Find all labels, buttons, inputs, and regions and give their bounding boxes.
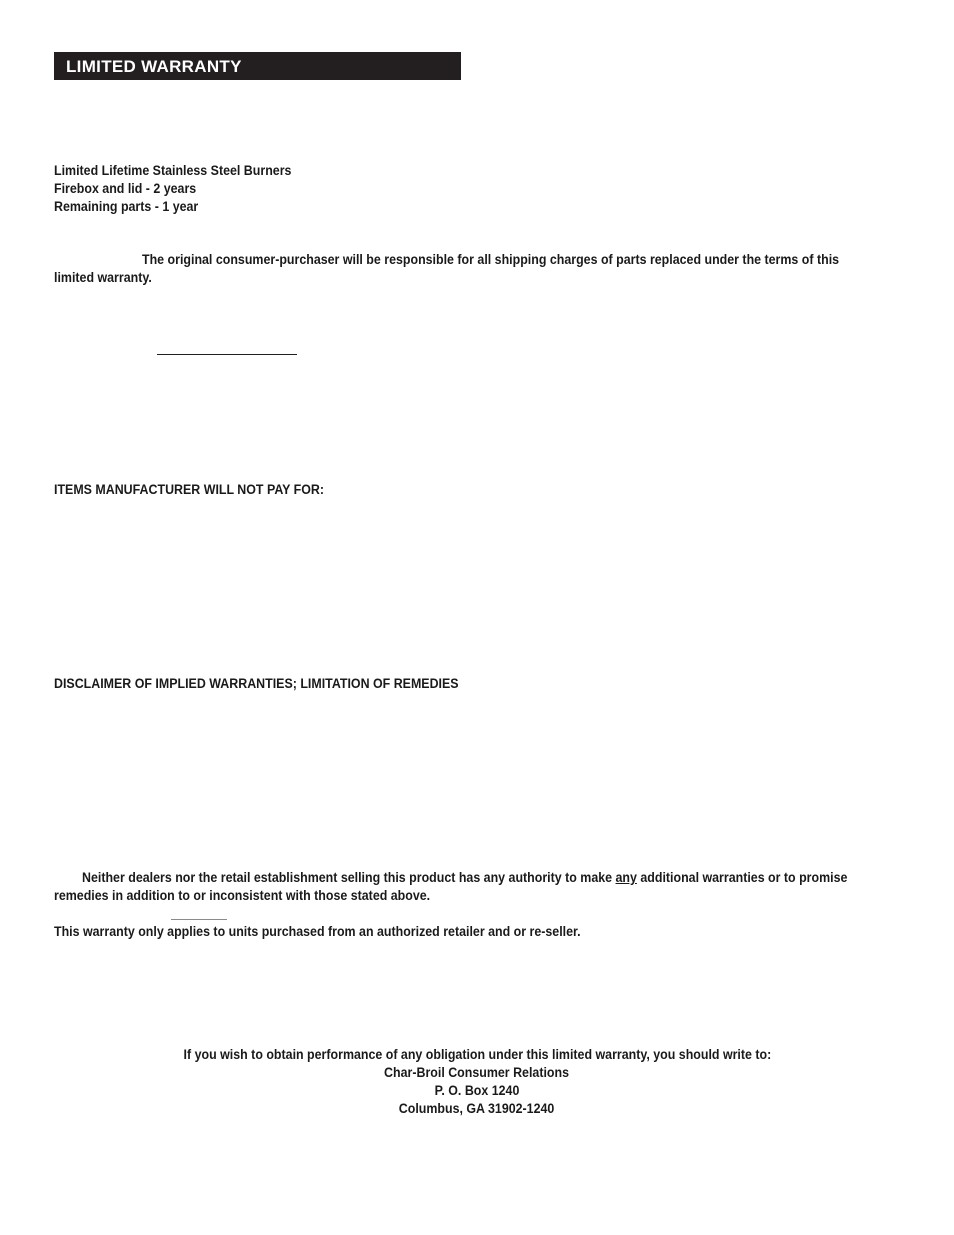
authority-text-part1: Neither dealers nor the retail establishment selling this product has any authority to make [82, 870, 616, 885]
contact-intro-text: If you wish to obtain performance of any obligation under this limited warranty, you should write to: [183, 1047, 771, 1062]
contact-intro [0, 1046, 954, 1064]
contact-po-box [0, 1082, 954, 1100]
section-heading-items-not-paid: ITEMS MANUFACTURER WILL NOT PAY FOR: [54, 482, 325, 497]
contact-city [0, 1100, 954, 1118]
contact-city-text: Columbus, GA 31902-1240 [399, 1101, 555, 1116]
shipping-text-line2: limited warranty. [54, 270, 152, 285]
contact-name-text: Char-Broil Consumer Relations [384, 1065, 570, 1080]
authority-text-line1 [82, 869, 847, 887]
section-heading-disclaimer: DISCLAIMER OF IMPLIED WARRANTIES; LIMITATION OF REMEDIES [54, 676, 459, 691]
shipping-text-line1: The original consumer-purchaser will be responsible for all shipping charges of parts replaced under the terms of this [142, 252, 840, 267]
authorized-retailer-text: This warranty only applies to units purchased from an authorized retailer and or re-seller. [54, 924, 581, 939]
short-rule [171, 919, 227, 920]
authority-text-line2: remedies in addition to or inconsistent with those stated above. [54, 888, 431, 903]
authority-underlined-any: any [615, 870, 637, 885]
contact-po-box-text: P. O. Box 1240 [434, 1083, 520, 1098]
contact-name [0, 1064, 954, 1082]
coverage-burners: Limited Lifetime Stainless Steel Burners [54, 163, 292, 178]
coverage-remaining: Remaining parts - 1 year [54, 199, 199, 214]
warranty-title-banner [54, 52, 461, 80]
underline-rule [157, 354, 297, 355]
authority-text-part2: additional warranties or to promise [636, 870, 848, 885]
page-title: LIMITED WARRANTY [66, 57, 242, 76]
coverage-firebox: Firebox and lid - 2 years [54, 181, 197, 196]
